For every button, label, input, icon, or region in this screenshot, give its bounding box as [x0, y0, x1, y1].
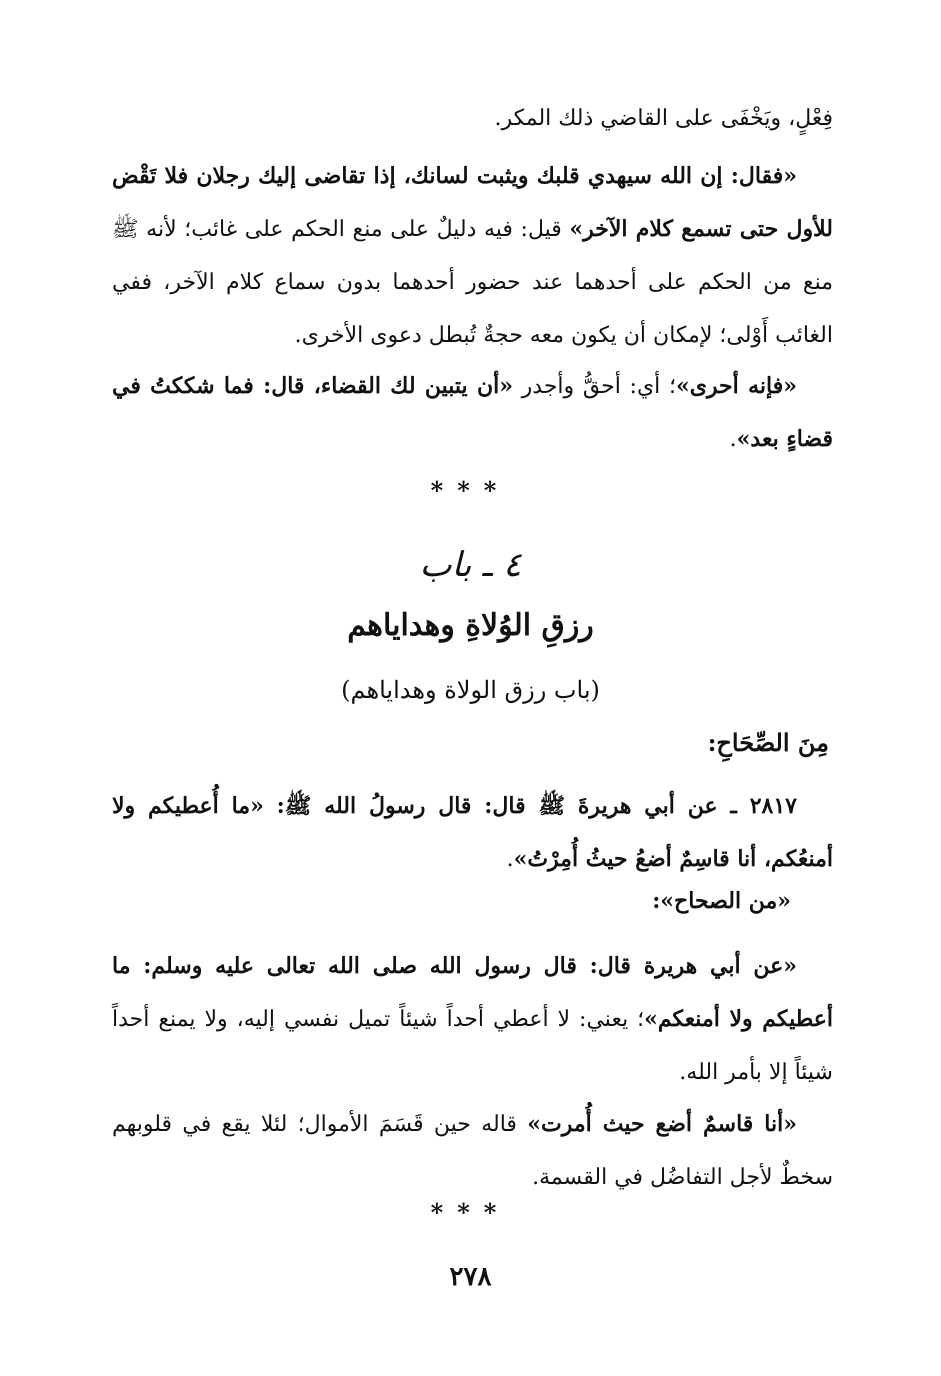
- section-label: مِنَ الصِّحَاحِ:: [707, 728, 829, 757]
- commentary-text: ؛ يعني: لا أعطي أحداً شيئاً تميل نفسي إليه، ولا يمنع أحداً شيئاً إلا بأمر الله.: [112, 1007, 833, 1085]
- quoted-hadith-text: «أن يتبين لك القضاء، قال: فما شككتُ في قضاءٍ بعد»: [112, 373, 833, 452]
- period: .: [506, 847, 514, 872]
- paragraph-continuation: [112, 92, 833, 145]
- chapter-subtitle: (باب رزق الولاة وهداياهم): [341, 676, 600, 704]
- quoted-phrase: «فإنه أحرى»: [675, 373, 797, 399]
- hadith-text: ٢٨١٧ ـ عن أبي هريرةَ ﷺ قال: قال رسولُ الله ﷺ: «ما أُعطيكم ولا أمنعُكم، أنا قاسِمٌ أضعُ حيثُ أُمِرْتُ»: [112, 793, 833, 872]
- commentary-label: «من الصحاح»:: [652, 888, 791, 914]
- paragraph-hadith-commentary-1: [112, 150, 833, 362]
- commentary-paragraph-1: [112, 940, 833, 1099]
- paragraph-text: فِعْلٍ، ويَخْفَى على القاضي ذلك المكر.: [494, 106, 833, 131]
- quoted-hadith-text: «عن أبي هريرة قال: قال رسول الله صلى الله تعالى عليه وسلم: ما أعطيكم ولا أمنعكم»: [112, 953, 833, 1032]
- section-separator: ***: [430, 476, 511, 505]
- commentary-text: قيل: فيه دليلٌ على منع الحكم على غائب؛ لأنه ﷺ منع من الحكم على أحدهما عند حضور أحدهما بدون سماع كلام الآخر، ففي الغائب أَوْلى؛ لإمكان أن يكون معه حجةٌ تُبطل دعوى الأخرى.: [112, 217, 833, 348]
- commentary-text: ؛ أي: أحقُّ وأجدر: [512, 374, 676, 399]
- section-separator: ***: [430, 1198, 511, 1227]
- page-number: ٢٧٨: [449, 1262, 492, 1292]
- chapter-title: رزقِ الوُلاةِ وهداياهم: [347, 608, 594, 643]
- commentary-text: قاله حين قَسَمَ الأموال؛ لئلا يقع في قلوبهم سخطٌ لأجل التفاضُل في القسمة.: [112, 1112, 833, 1190]
- hadith-2817: [112, 780, 833, 886]
- period: .: [729, 427, 737, 452]
- paragraph-hadith-commentary-2: [112, 360, 833, 466]
- quoted-phrase: «أنا قاسمٌ أضع حيث أُمرت»: [527, 1111, 797, 1137]
- quoted-hadith-text: «فقال: إن الله سيهدي قلبك ويثبت لسانك، إذا تقاضى إليك رجلان فلا تَقْض للأول حتى تسمع كلام الآخر»: [112, 163, 833, 242]
- chapter-number: ٤ ـ باب: [419, 545, 522, 585]
- commentary-paragraph-2: [112, 1098, 833, 1204]
